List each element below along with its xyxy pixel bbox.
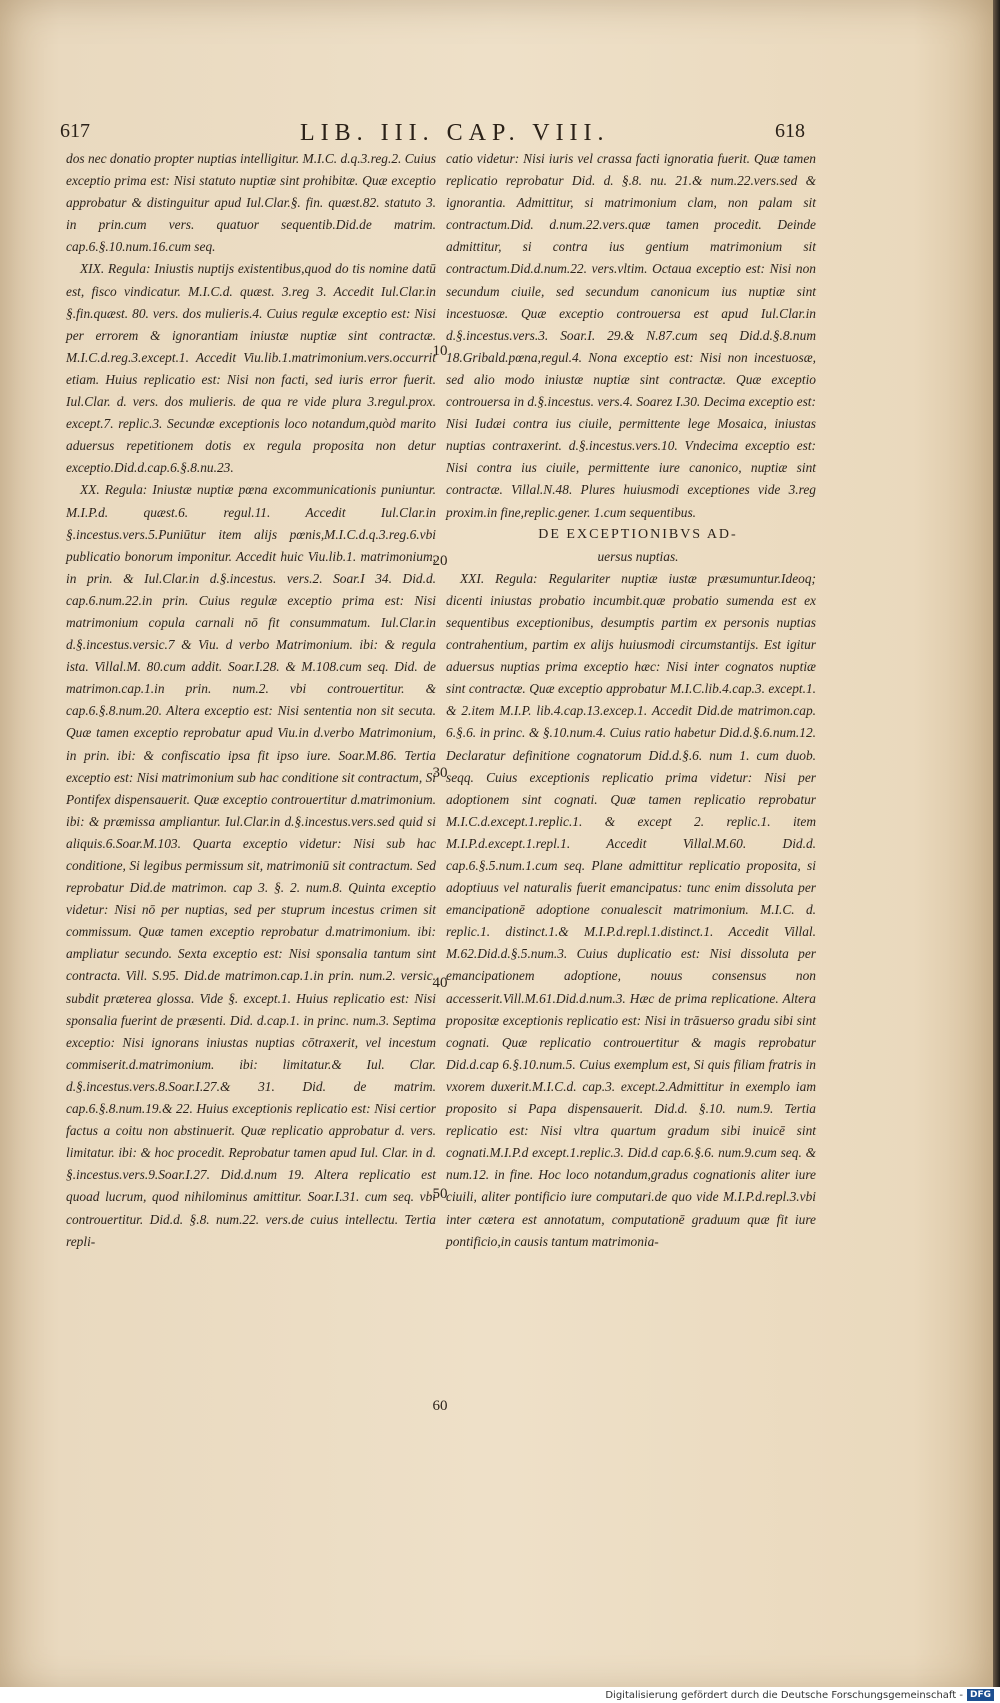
line-number: 10 <box>432 343 448 359</box>
dfg-logo: DFG <box>967 1689 994 1701</box>
section-heading <box>446 524 816 568</box>
paragraph: XXI. Regula: Regulariter nuptiæ iustæ præsumuntur.Ideoq; dicenti iniustas probatio incumbit.quæ probatio sumenda est ex sequentibus exceptionibus, desumptis partim ex personis nuptias contrahentium, partim ex alijs huiusmodi circumstantijs. Est igitur aduersus nuptias prima exceptio hæc: Nisi inter cognatos nuptiæ sint contractæ. Quæ exceptio approbatur M.I.C.lib.4.cap.3. except.1. & 2.item M.I.P. lib.4.cap.13.excep.1. Accedit Did.de matrimon.cap. 6.§.6. in princ. & §.10.num.4. Cuius ratio habetur Did.d.§.6.num.12. Declaratur definitione cognatorum Did.d.§.6. num 1. cum duob. seqq. Cuius exceptionis replicatio prima videtur: Nisi per adoptionem sint cognati. Quæ tamen replicatio reprobatur M.I.C.d.except.1.replic.1. & except 2. replic.1. item M.I.P.d.except.1.repl.1. Accedit Villal.M.60. Did.d. cap.6.§.5.num.1.cum seq. Plane admittitur replicatio proposita, si adoptiuus vel naturalis fuerit emancipatus: tunc enim dissoluta per emancipationē adoptione conualescit matrimonium. M.I.C. d. replic.1. distinct.1.& M.I.P.d.repl.1.distinct.1. Accedit Villal. M.62.Did.d.§.5.num.3. Cuius duplicatio est: Nisi dissoluta per emancipationem adoptione, nouus consensus non accesserit.Vill.M.61.Did.d.num.3. Hæc de prima replicatione. Altera propositæ exceptionis replicatio est: Nisi in trāsuerso gradu sibi sint cognati. Quæ replicatio controuertitur & magis reprobatur Did.d.cap 6.§.10.num.5. Cuius exemplum est, Si quis filiam fratris in vxorem duxerit.M.I.C.d. cap.3. except.2.Admittitur in exemplo iam proposito si Papa dispensauerit. Did.d. §.10. num.9. Tertia replicatio est: Nisi vltra quartum gradum sibi inuicē sint cognati.M.I.P.d except.1.replic.3. Did.d cap.6.§.6. num.9.cum seq. & num.12. in fine. Hoc loco notandum,gradus cognationis aliter iure ciuili, aliter pontificio iure computari.de quo vide M.I.P.d.repl.3.vbi inter cætera est annotatum, computationē graduum quæ fit iure pontificio,in causis tantum matrimonia- <box>446 570 816 1249</box>
footer-text: Digitalisierung gefördert durch die Deutsche Forschungsgemeinschaft - <box>605 1689 963 1701</box>
running-title: LIB. III. CAP. VIII. <box>300 120 610 146</box>
paragraph: catio videtur: Nisi iuris vel crassa facti ignoratia fuerit. Quæ tamen replicatio reprobatur Did. d. §.8. nu. 21.& num.22.vers.sed & ignorantia. Admittitur, si matrimonium clam, non palam sit contractum.Did. d.num.22.vers.quæ tamen procedit. Deinde admittitur, si contra ius gentium matrimonium sit contractum.Did.d.num.22. vers.vltim. Octaua exceptio est: Nisi non secundum ciuile, sed secundum canonicum ius nuptiæ sint incestuosæ. Quæ exceptio controuersa est apud Iul.Clar.in d.§.incestus.vers.3. Soar.I. 29.& N.87.cum seq Did.d.§.8.num 18.Gribald.pœna,regul.4. Nona exceptio est: Nisi non incestuosæ, sed alio modo iniustæ nuptiæ sint contractæ. Quæ exceptio controuersa in d.§.incestus. vers.4. Soarez I.30. Decima exceptio est: Nisi Iudæi contra ius ciuile, permittente lege Mosaica, iniustas nuptias contraxerint. d.§.incestus.vers.10. Vndecima exceptio est: Nisi contra ius ciuile, permittente iure canonico, nuptiæ sint contractæ. Villal.N.48. Plures huiusmodi exceptiones vide 3.reg proxim.in fine,replic.gener. 1.cum sequentibus. <box>446 151 816 520</box>
running-header <box>60 120 805 146</box>
right-column <box>446 148 816 1253</box>
left-column <box>66 148 436 1253</box>
line-number: 30 <box>432 765 448 781</box>
page-number-right: 618 <box>775 120 805 142</box>
digitization-footer <box>0 1687 1000 1703</box>
page-number-left: 617 <box>60 120 90 142</box>
line-number: 50 <box>432 1186 448 1202</box>
section-heading-main: DE EXCEPTIONIBVS AD- <box>538 526 738 542</box>
line-number: 20 <box>432 553 448 569</box>
paragraph: XIX. Regula: Iniustis nuptijs existentibus,quod do tis nomine datū est, fisco vindicatur. M.I.C.d. quæst. 3.reg 3. Accedit Iul.Clar.in §.fin.quæst. 80. vers. dos mulieris.4. Cuius regulæ exceptio est: Nisi per errorem & ignorantiam iniustæ nuptiæ sint contractæ. M.I.C.d.reg.3.except.1. Accedit Viu.lib.1.matrimonium.vers.occurrit etiam. Huius replicatio est: Nisi non facti, sed iuris error fuerit. Iul.Clar. d. vers. dos mulieris. de qua re vide plura 3.regul.prox. except.7. replic.3. Secundæ exceptionis loco notandum,quòd marito aduersus repetitionem dotis ex regula proposita non detur exceptio.Did.d.cap.6.§.8.nu.23. <box>66 261 436 476</box>
line-number: 40 <box>432 975 448 991</box>
book-edge <box>993 0 1000 1703</box>
paragraph: dos nec donatio propter nuptias intelligitur. M.I.C. d.q.3.reg.2. Cuius exceptio prima est: Nisi statuto nuptiæ sint prohibitæ. Quæ exceptio approbatur & distinguitur apud Iul.Clar.§. fin. quæst.82. statuto 3. in prin.cum vers. quatuor sequentib.Did.de matrim. cap.6.§.10.num.16.cum seq. <box>66 151 436 255</box>
section-heading-sub: uersus nuptias. <box>597 548 679 564</box>
line-number: 60 <box>432 1398 448 1414</box>
paragraph: XX. Regula: Iniustæ nuptiæ pœna excommunicationis puniuntur. M.I.P.d. quæst.6. regul.11. Accedit Iul.Clar.in §.incestus.vers.5.Puniūtur item alijs pœnis,M.I.C.d.q.3.reg.6.vbi publicatio bonorum imponitur. Accedit huic Viu.lib.1. matrimonium, in prin. & Iul.Clar.in d.§.incestus. vers.2. Soar.I 34. Did.d. cap.6.num.22.in prin. Cuius regulæ exceptio prima est: Nisi matrimonium copula carnali nō fit consummatum. Iul.Clar.in d.§.incestus.versic.7 & Viu. d verbo Matrimonium. ibi: & regula ista. Villal.M. 80.cum addit. Soar.I.28. & M.108.cum seq. Did. de matrimon.cap.1.in prin. num.2. vbi controuertitur. & cap.6.§.8.num.20. Altera exceptio est: Nisi sententia non sit secuta. Quæ tamen exceptio reprobatur apud Viu.in d.verbo Matrimonium, in prin. ibi: & confiscatio ipsa fit ipso iure. Soar.M.86. Tertia exceptio est: Nisi matrimonium sub hac conditione sit contractum, Si Pontifex dispensauerit. Quæ exceptio controuertitur d.matrimonium. ibi: & præmissa ampliantur. Iul.Clar.in d.§.incestus.vers.sed quid si aliquis.6.Soar.M.103. Quarta exceptio videtur: Nisi sub hac conditione, Si legibus permissum sit, matrimoniū sit contractum. Sed reprobatur Did.de matrimon. cap 3. §. 2. num.8. Quinta exceptio videtur: Nisi nō per nuptias, sed per stuprum incestus crimen sit commissum. Quæ tamen exceptio reprobatur d.matrimonium. ibi: ampliatur secundo. Sexta exceptio est: Nisi sponsalia tantum sint contracta. Vill. S.95. Did.de matrimon.cap.1.in prin. num.2. versic. subdit præterea glossa. Vide §. except.1. Huius replicatio est: Nisi sponsalia fuerint de præsenti. Did. d.cap.1. in princ. num.3. Septima exceptio: Nisi ignorans iniustas nuptias cōtraxerit, vel incestum commiserit.d.matrimonium. ibi: limitatur.& Iul. Clar. d.§.incestus.vers.8.Soar.I.27.& 31. Did. de matrim. cap.6.§.8.num.19.& 22. Huius exceptionis replicatio est: Nisi certior factus a coitu non abstinuerit. Quæ replicatio approbatur d. vers. limitatur. ibi: & hoc procedit. Reprobatur tamen apud Iul. Clar. in d. §.incestus.vers.9.Soar.I.27. Did.d.num 19. Altera replicatio est quoad lucrum, quod nihilominus amittitur. Soar.I.31. cum seq. vbi controuertitur. Did.d. §.8. num.22. vers.de cuius intellectu. Tertia repli- <box>66 482 436 1249</box>
